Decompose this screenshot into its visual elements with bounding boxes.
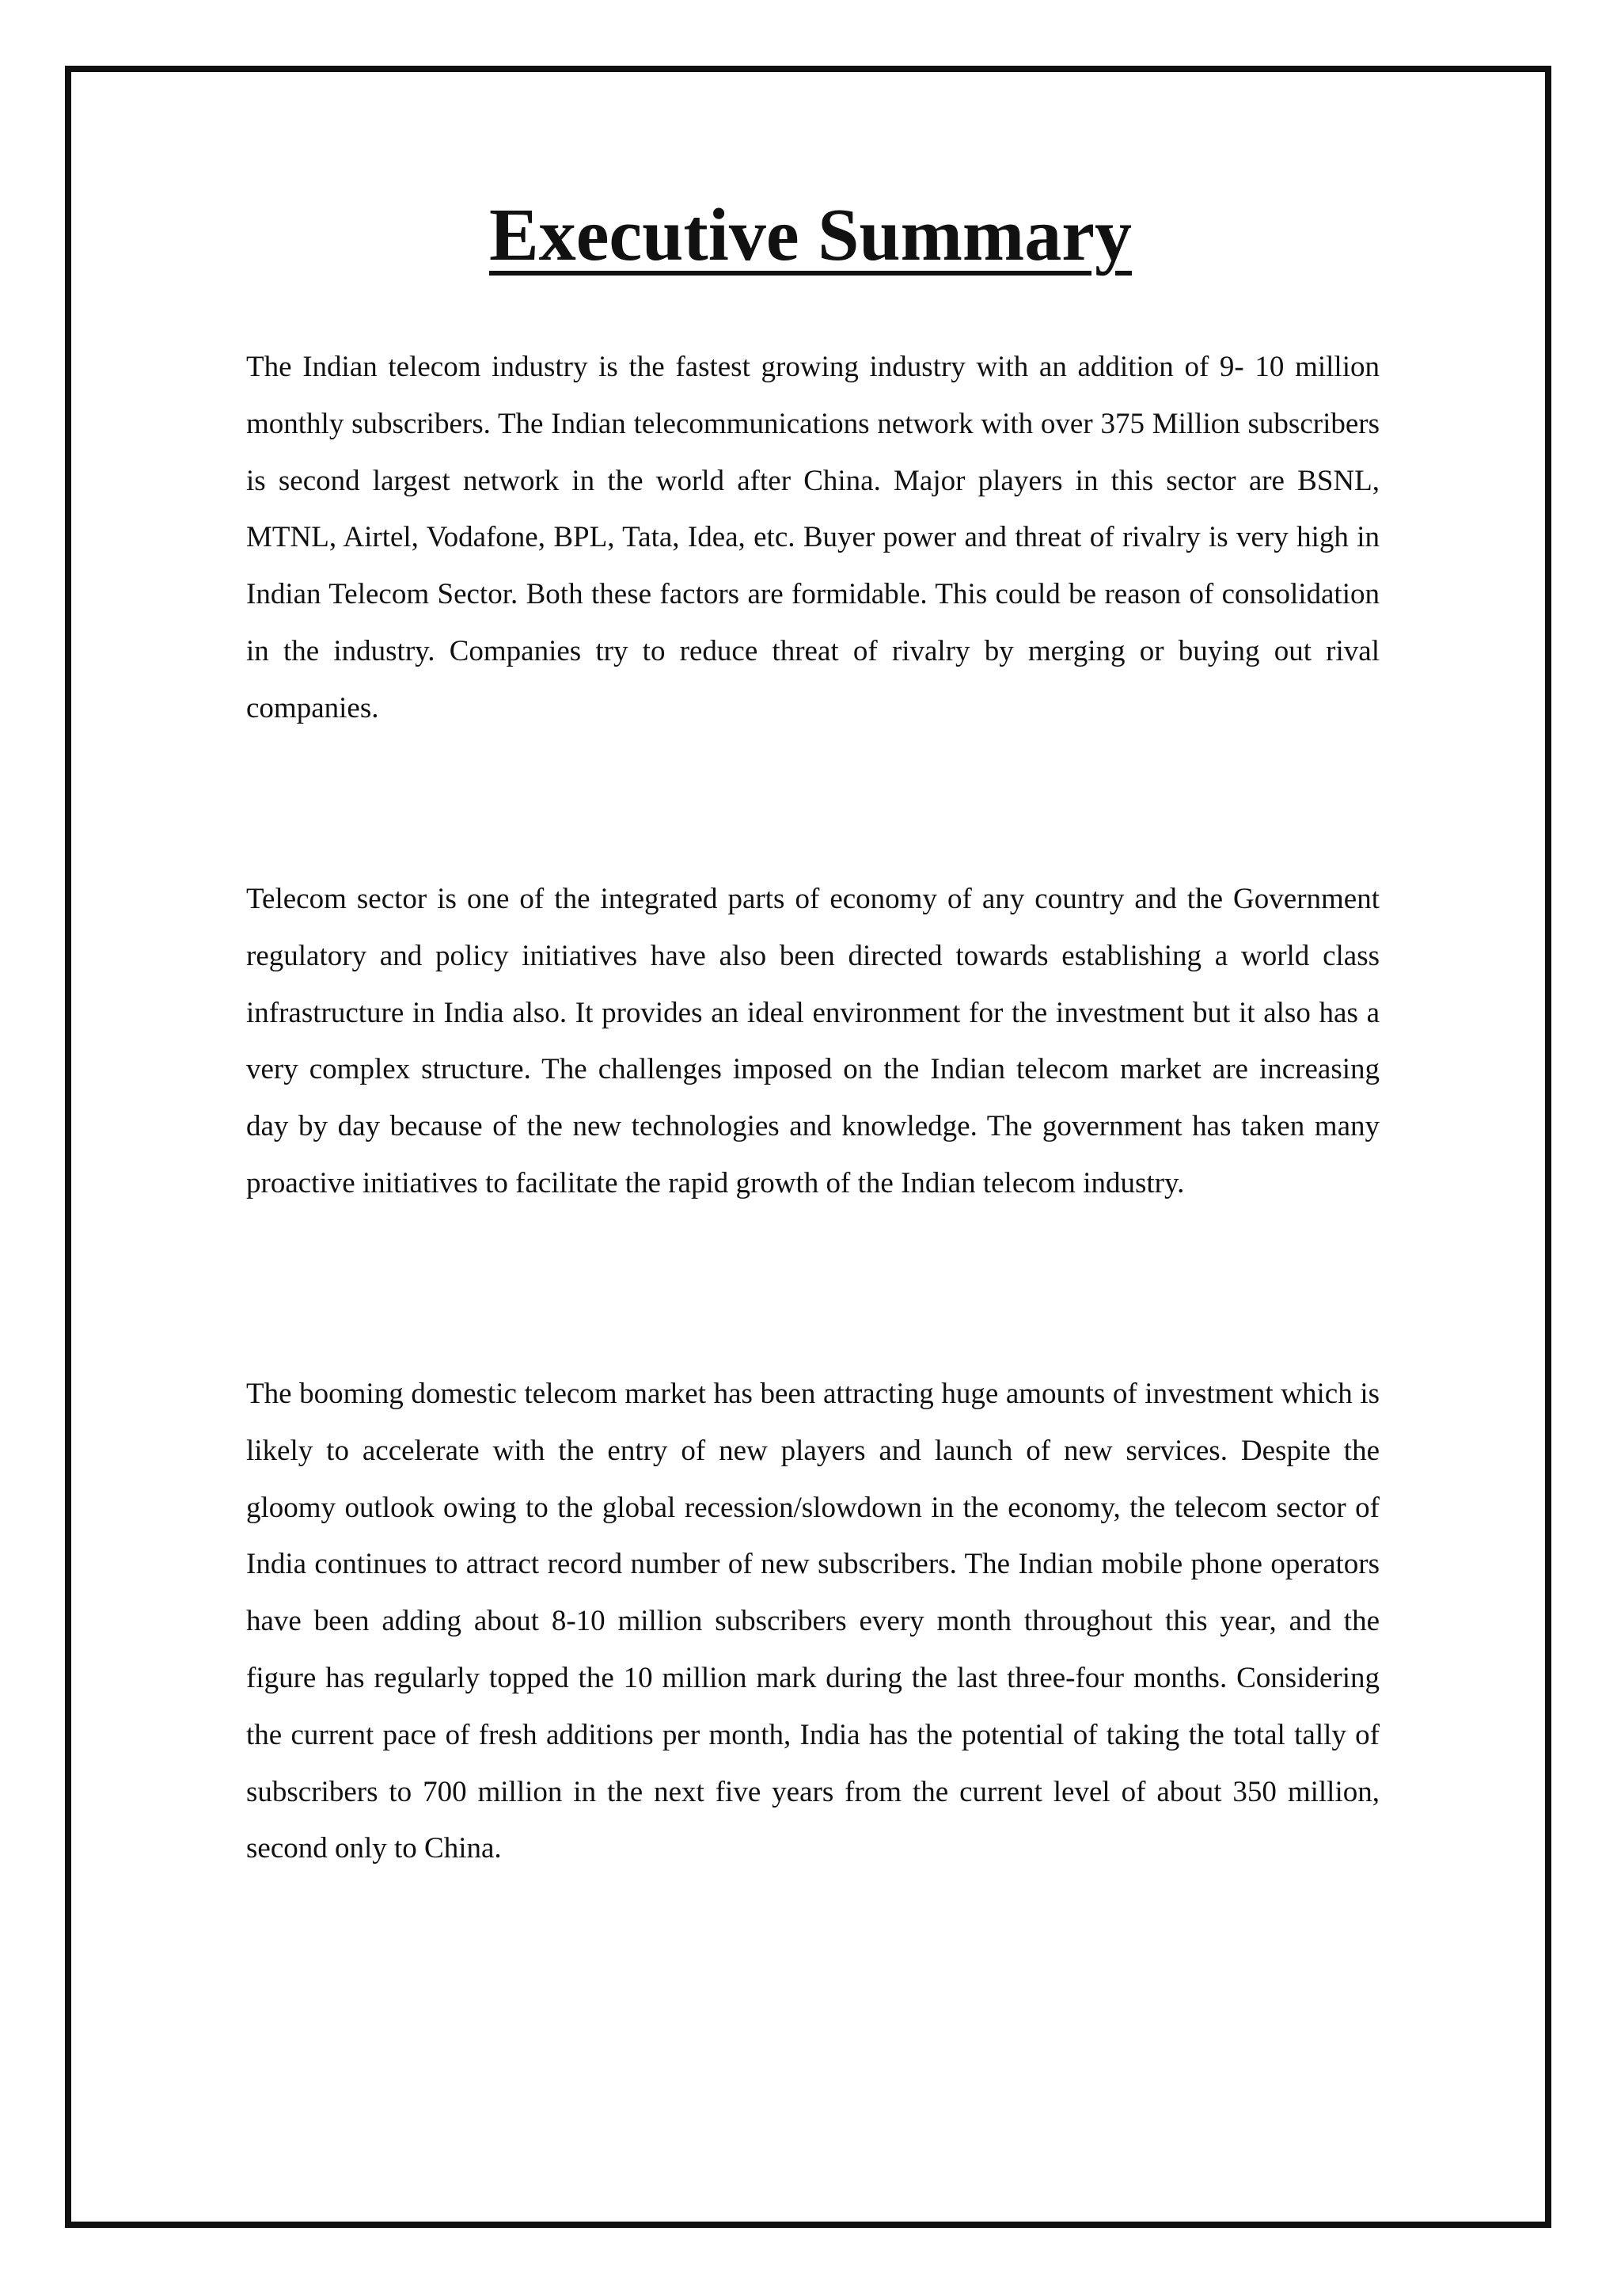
paragraph-3: The booming domestic telecom market has been attracting huge amounts of investment which is likely to accelerate with the entry of new players and launch of new services. Despite the gloomy outlook owing to the global recession/slowdown in the economy, the telecom sector of India continues to attract record number of new subscribers. The Indian mobile phone operators have been adding about 8-10 million subscribers every month throughout this year, and the figure has regularly topped the 10 million mark during the last three-four months. Considering the current pace of fresh additions per month, India has the potential of taking the total tally of subscribers to 700 million in the next five years from the current level of about 350 million, second only to China. (246, 1378, 1380, 1865)
paragraph-2: Telecom sector is one of the integrated parts of economy of any country and the Government regulatory and policy initiatives have also been directed towards establishing a world class infrastructure in India also. It provides an ideal environment for the investment but it also has a very complex structure. The challenges imposed on the Indian telecom market are increasing day by day because of the new technologies and knowledge. The government has taken many proactive initiatives to facilitate the rapid growth of the Indian telecom industry. (246, 883, 1380, 1199)
paragraph-1: The Indian telecom industry is the fastest growing industry with an addition of 9- 10 million monthly subscribers. The Indian telecommunications network with over 375 Million subscribers is second largest network in the world after China. Major players in this sector are BSNL, MTNL, Airtel, Vodafone, BPL, Tata, Idea, etc. Buyer power and threat of rivalry is very high in Indian Telecom Sector. Both these factors are formidable. This could be reason of consolidation in the industry. Companies try to reduce threat of rivalry by merging or buying out rival companies. (246, 351, 1380, 724)
page-title-text: Executive Summary (489, 194, 1132, 276)
page-title (0, 194, 1621, 276)
